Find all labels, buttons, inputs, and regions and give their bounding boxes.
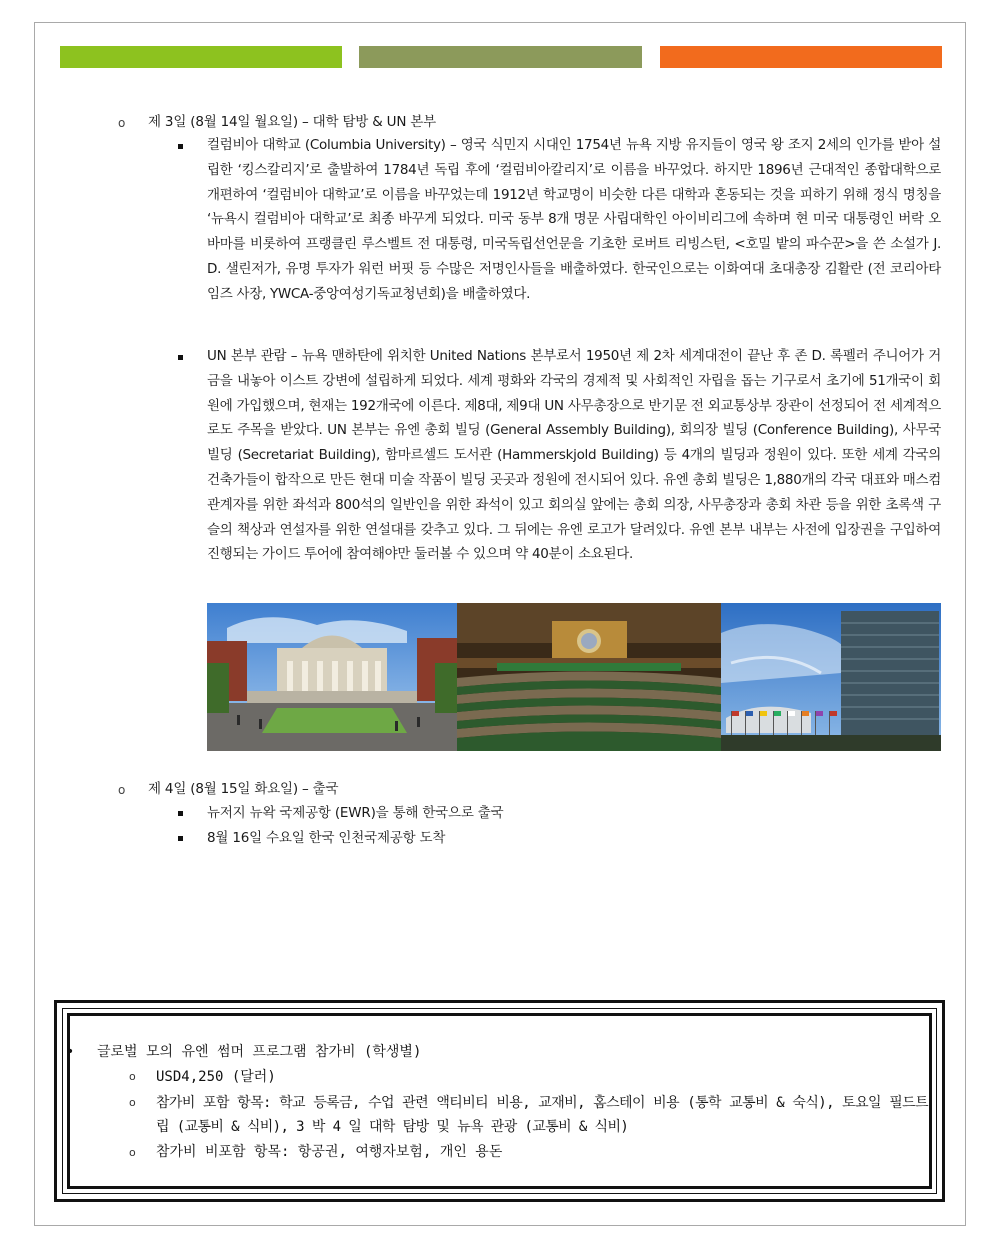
fee-title-bullet: • [66,1044,75,1060]
columbia-photo-art [207,603,457,751]
header-bar-green [60,46,342,68]
day4-item-bullet [178,836,183,841]
fee-excluded: 참가비 비포함 항목: 항공권, 여행자보험, 개인 용돈 [156,1144,503,1160]
day4-heading: 제 4일 (8월 15일 화요일) – 출국 [148,781,339,797]
fee-title: 글로벌 모의 유엔 썸머 프로그램 참가비 (학생별) [97,1044,422,1060]
fee-included: 참가비 포함 항목: 학교 등록금, 수업 관련 액티비티 비용, 교재비, 홈스테이 비용 (통학 교통비 & 숙식), 토요일 필드트립 (교통비 & 식비), 3 박 4 일 대학 탐방 및 뉴욕 관광 (교통비 & 식비) [156,1095,928,1135]
un-bullet [178,355,183,360]
assembly-photo-art [457,603,721,751]
fee-excluded-bullet: o [129,1146,136,1159]
columbia-paragraph: 컬럼비아 대학교 (Columbia University) – 영국 식민지 시대인 1754년 뉴욕 지방 유지들이 영국 왕 조지 2세의 인가를 받아 설립한 ‘킹스칼리지’로 출발하여 1784년 독립 후에 ‘컬럼비아칼리지’로 이름을 바꾸었다. 하지만 1896년 근대적인 종합대학으로 개편하여 ‘컬럼비아 대학교’로 이름을 바꾸었는데 1912년 학교명이 비슷한 다른 대학과 혼동되는 것을 피하기 위해 정식 명칭을 ‘뉴욕시 컬럼비아 대학교’로 최종 바꾸게 되었다. 미국 동부 8개 명문 사립대학인 아이비리그에 속하며 현 미국 대통령인 버락 오바마를 비롯하여 프랭클린 루스벨트 전 대통령, 미국독립선언문을 기초한 로버트 리빙스턴, <호밀 밭의 파수꾼>을 쓴 소설가 J.D. 샐린저가, 유명 투자가 워런 버핏 등 수많은 저명인사들을 배출하였다. 한국인으로는 이화여대 초대총장 김활란 (전 코리아타임즈 사장, YWCA-중앙여성기독교청년회)을 배출하였다. [207,137,941,302]
day4-item-departure: 뉴저지 뉴왁 국제공항 (EWR)을 통해 한국으로 출국 [207,805,504,821]
general-assembly-photo [457,603,721,751]
fee-amount-bullet: o [129,1070,136,1083]
day3-heading: 제 3일 (8월 14일 월요일) – 대학 탐방 & UN 본부 [148,114,436,130]
columbia-campus-photo [207,603,457,751]
day3-bullet: o [118,116,126,130]
header-bar-olive [359,46,642,68]
columbia-bullet [178,144,183,149]
fee-included-bullet: o [129,1096,136,1109]
hq-photo-art [721,603,941,751]
fee-amount: USD4,250 (달러) [156,1069,276,1085]
un-headquarters-photo [721,603,941,751]
day4-item-bullet [178,811,183,816]
un-paragraph: UN 본부 관람 – 뉴욕 맨하탄에 위치한 United Nations 본부로서 1950년 제 2차 세계대전이 끝난 후 존 D. 록펠러 주니어가 거금을 내놓아 이스트 강변에 설립하게 되었다. 세계 평화와 각국의 경제적 및 사회적인 자립을 돕는 기구로서 초기에 51개국이 회원에 가입했으며, 현재는 192개국에 이른다. 제8대, 제9대 UN 사무총장으로 반기문 전 외교통상부 장관이 선정되어 전 세계적으로도 주목을 받았다. UN 본부는 유엔 총회 빌딩 (General Assembly Building), 회의장 빌딩 (Conference Building), 사무국 빌딩 (Secretariat Building), 함마르셀드 도서관 (Hammerskjold Building) 등 4개의 빌딩과 정원이 있다. 또한 세계 각국의 건축가들이 합작으로 만든 현대 미술 작품이 빌딩 곳곳과 정원에 전시되어 있다. 유엔 총회 빌딩은 1,880개의 각국 대표와 매스컴 관계자를 위한 좌석과 800석의 일반인을 위한 좌석이 있고 회의실 앞에는 총회 의장, 사무총장과 총회 차관 등을 위한 초록색 구슬의 책상과 연설자를 위한 연설대를 갖추고 있다. 그 뒤에는 유엔 로고가 달려있다. 유엔 본부 내부는 사전에 입장권을 구입하여 진행되는 가이드 투어에 참여해야만 둘러볼 수 있으며 약 40분이 소요된다. [207,348,941,563]
header-bar-orange [660,46,942,68]
day4-bullet: o [118,783,126,797]
day4-item-arrival: 8월 16일 수요일 한국 인천국제공항 도착 [207,830,446,846]
